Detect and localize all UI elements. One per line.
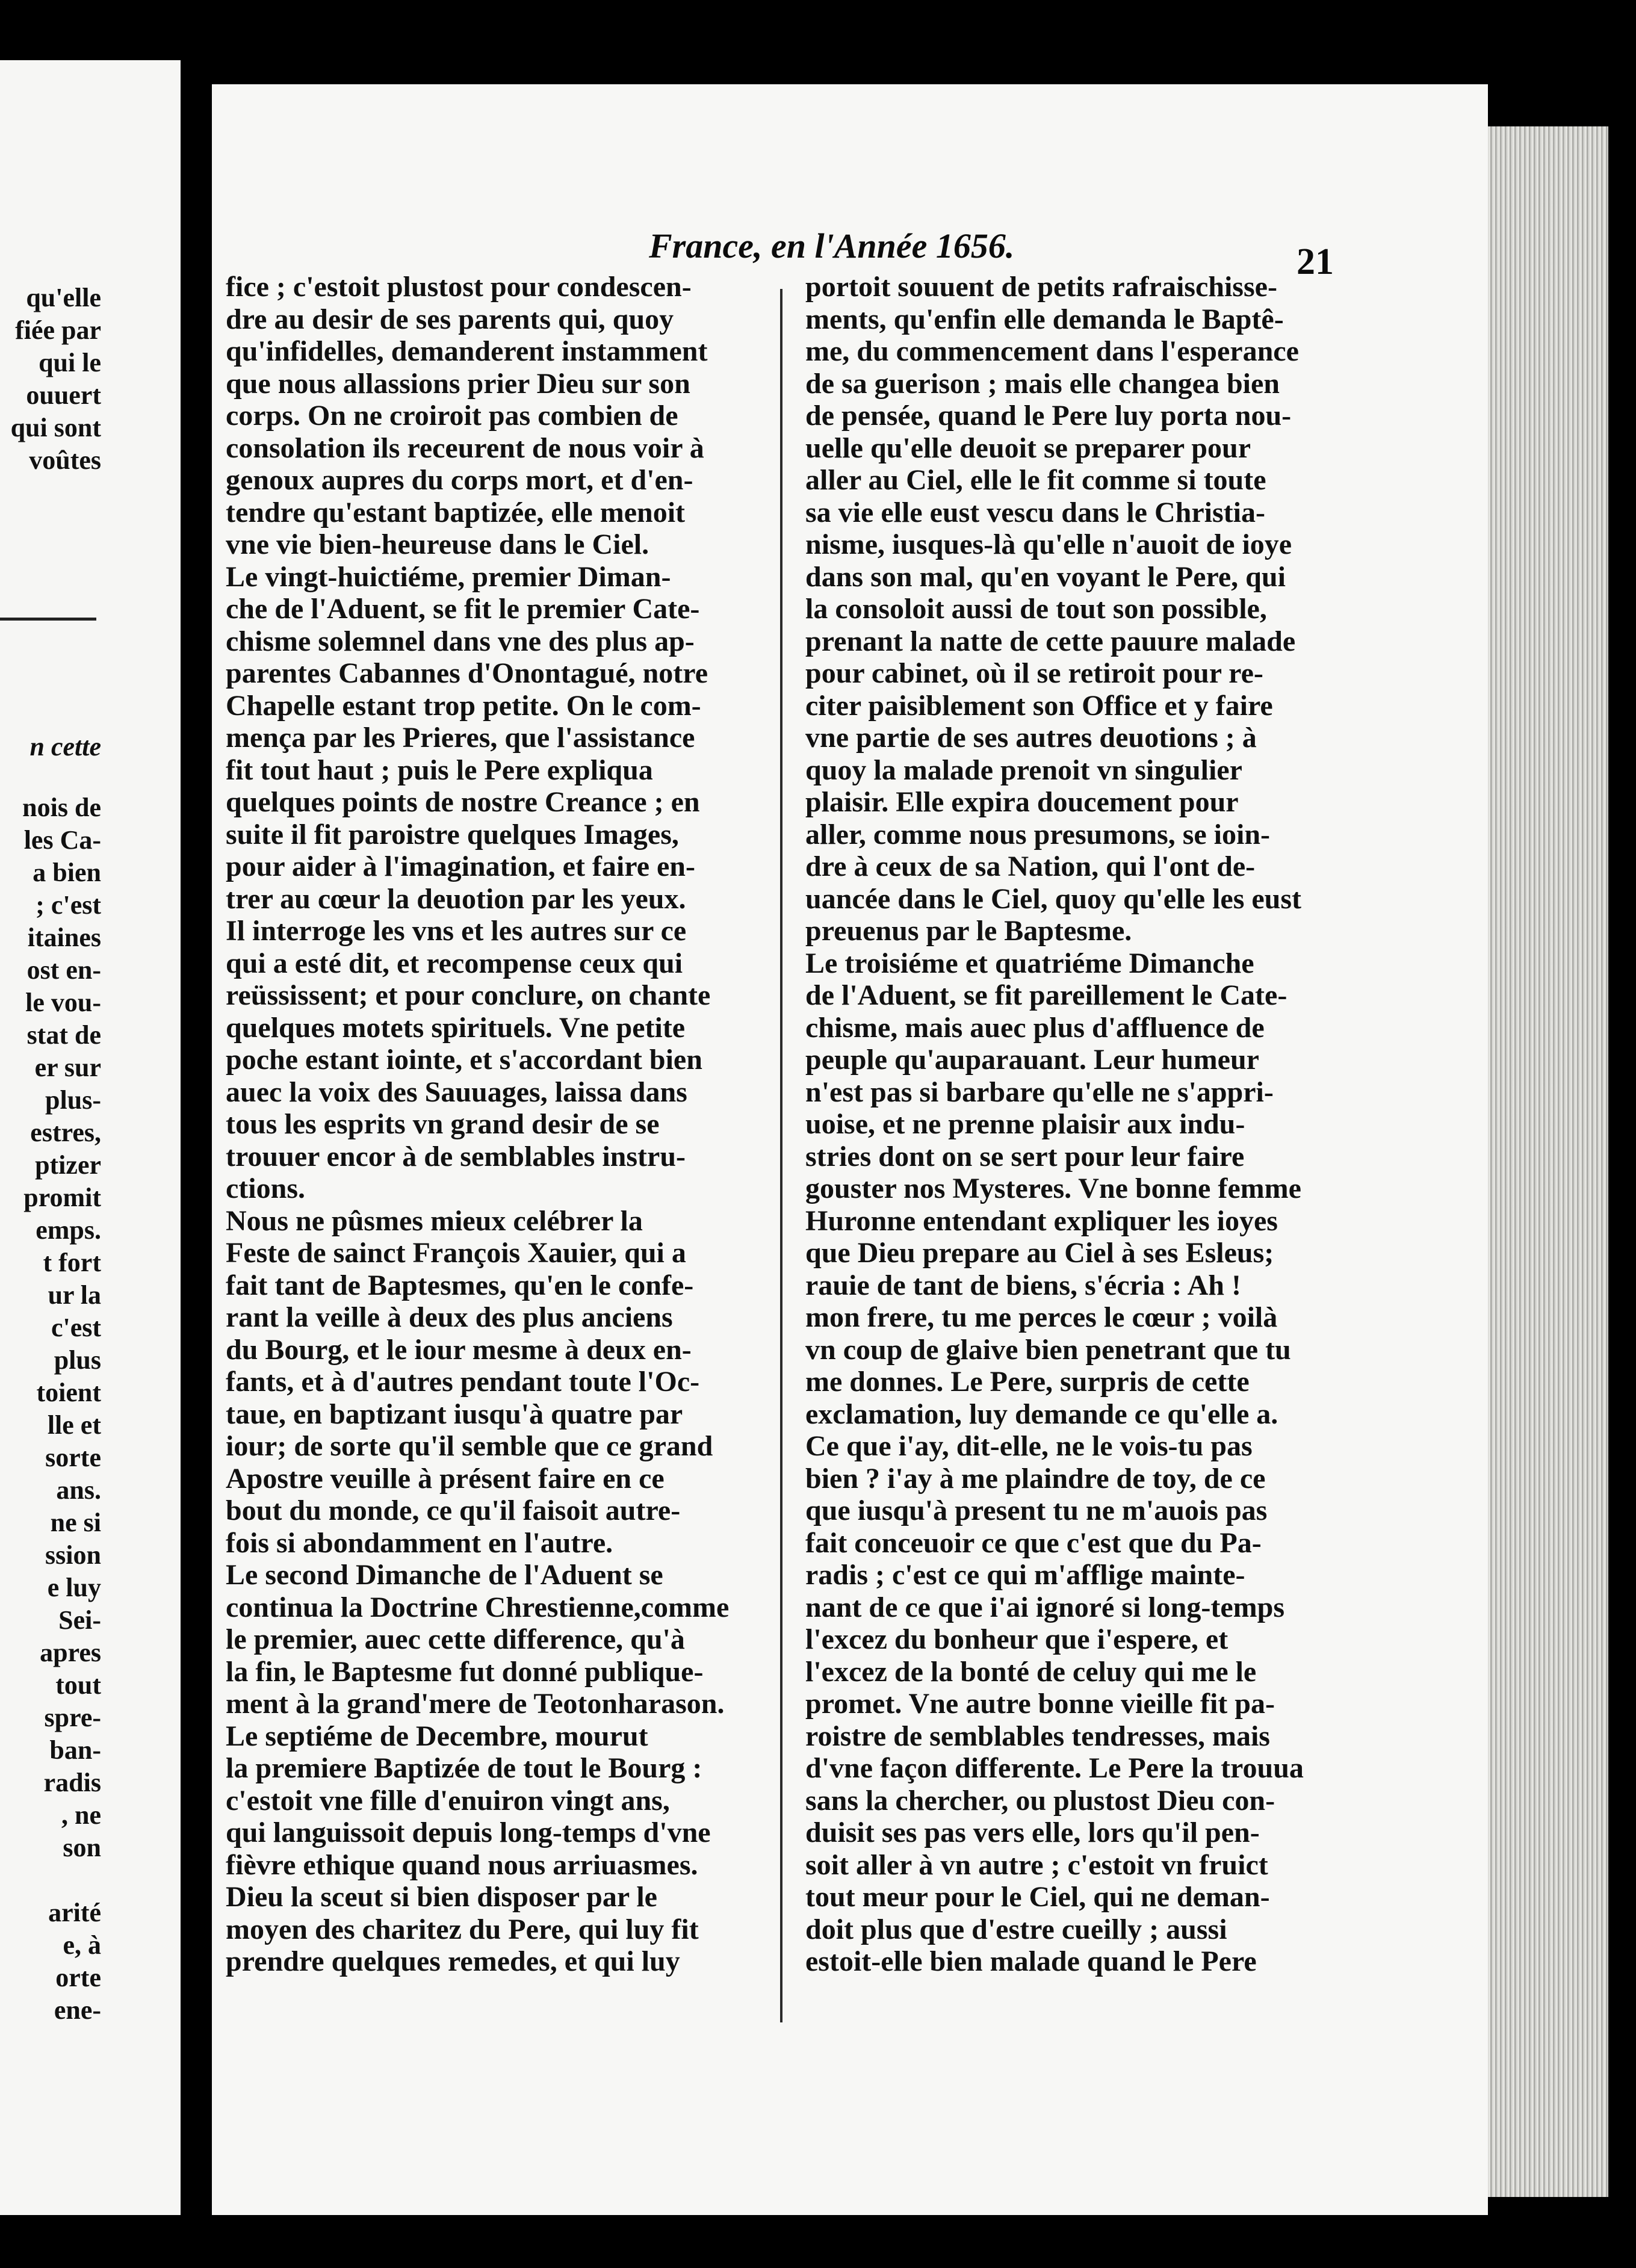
- facing-page-line: ost en-: [26, 955, 101, 985]
- page-gutter: [181, 36, 209, 2215]
- paragraph: Le vingt-huictiéme, premier Diman- che de l'Aduent, se fit le premier Cate- chisme solemnel dans vne des plus ap- parentes Cabannes d'Onontagué, notre Chapelle estant trop petite. On le com- mença par les Prieres, que l'assistance fit tout haut ; puis le Pere expliqua quelques points de nostre Creance ; en suite il fit paroistre quelques Images, pour aider à l'imagination, et faire en- trer au cœur la deuotion par les yeux. Il interroge les vns et les autres sur ce qui a esté dit, et recompense ceux qui reüssissent; et pour conclure, on chante quelques motets spirituels. Vne petite poche estant iointe, et s'accordant bien auec la voix des Sauuages, laissa dans tous les esprits vn grand desir de se trouuer encor à de semblables instru- ctions.: [226, 560, 711, 1204]
- facing-page-line: radis: [43, 1768, 101, 1797]
- column-divider: [780, 289, 782, 2022]
- facing-page-line: promit: [23, 1183, 101, 1212]
- facing-page-line: ; c'est: [36, 890, 101, 920]
- facing-page-line: ptizer: [35, 1150, 101, 1180]
- paragraph: Nous ne pûsmes mieux celébrer la Feste de sainct François Xauier, qui a fait tant de Baptesmes, qu'en le confe- rant la veille à deux des plus anciens du Bourg, et le iour mesme à deux en- fants, et à d'autres pendant toute l'Oc- taue, en baptizant iusqu'à quatre par iour; de sorte qu'il semble que ce grand Apostre veuille à présent faire en ce bout du monde, ce qu'il faisoit autre- fois si abondamment en l'autre.: [226, 1204, 713, 1559]
- page-edges: [1488, 126, 1608, 2197]
- facing-page-line: er sur: [34, 1053, 101, 1082]
- text-column-left: [226, 271, 755, 1978]
- facing-page-line: qu'elle: [26, 283, 101, 312]
- facing-page-line: ur la: [48, 1280, 101, 1310]
- facing-page-line: estres,: [30, 1118, 101, 1147]
- facing-page-line: nois de: [22, 793, 101, 822]
- facing-page-italic-line: n cette: [29, 732, 101, 761]
- facing-page-line: le vou-: [25, 988, 101, 1017]
- facing-page-line: qui sont: [10, 413, 101, 442]
- facing-page-line: ne si: [50, 1508, 101, 1537]
- facing-page-line: apres: [40, 1638, 101, 1667]
- facing-page-line: voûtes: [29, 445, 101, 475]
- facing-page-line: fiée par: [15, 315, 101, 345]
- facing-page-line: c'est: [51, 1313, 101, 1342]
- facing-page-text-top: [11, 282, 101, 477]
- facing-page-line: t fort: [43, 1248, 101, 1277]
- paragraph: Le second Dimanche de l'Aduent se continua la Doctrine Chrestienne,comme le premier, auec cette difference, qu'à la fin, le Baptesme fut donné publique- ment à la grand'mere de Teotonharason.: [226, 1559, 730, 1720]
- paragraph: Le troisiéme et quatriéme Dimanche de l'Aduent, se fit pareillement le Cate- chisme, mais auec plus d'affluence de peuple qu'auparauant. Leur humeur n'est pas si barbare qu'elle ne s'appri- uoise, et ne prenne plaisir aux indu- stries dont on se sert pour leur faire gouster nos Mysteres. Vne bonne femme Huronne entendant expliquer les ioyes que Dieu prepare au Ciel à ses Esleus; rauie de tant de biens, s'écria : Ah ! mon frere, tu me perces le cœur ; voilà vn coup de glaive bien penetrant que tu me donnes. Le Pere, surpris de cette exclamation, luy demande ce qu'elle a. Ce que i'ay, dit-elle, ne le vois-tu pas bien ? i'ay à me plaindre de toy, de ce que iusqu'à present tu ne m'auois pas fait conceuoir ce que c'est que du Pa- radis ; c'est ce qui m'afflige mainte- nant de ce que i'ai ignoré si long-temps l'excez du bonheur que i'espere, et l'excez de la bonté de celuy qui me le promet. Vne autre bonne vieille fit pa- roistre de semblables tendresses, mais d'vne façon differente. Le Pere la trouua sans la chercher, ou plustost Dieu con- duisit ses pas vers elle, lors qu'il pen- soit aller à vn autre ; c'estoit vn fruict tout meur pour le Ciel, qui ne deman- doit plus que d'estre cueilly ; aussi estoit-elle bien malade quand le Pere: [805, 947, 1304, 1977]
- facing-page-line: e, à: [63, 1930, 101, 1960]
- facing-page-line: arité: [48, 1898, 101, 1927]
- facing-page-line: tout: [55, 1670, 101, 1700]
- facing-page-line: spre-: [44, 1703, 101, 1732]
- facing-page-line: stat de: [26, 1020, 101, 1050]
- facing-page-line: plus: [54, 1345, 101, 1375]
- facing-page-rule: [0, 618, 96, 621]
- facing-page-line: ban-: [49, 1735, 101, 1765]
- facing-page-line: les Ca-: [23, 825, 101, 855]
- facing-page-line: son: [63, 1833, 101, 1862]
- facing-page-line: a bien: [33, 858, 101, 887]
- facing-page-line: [22, 1864, 101, 1897]
- paragraph: portoit souuent de petits rafraischisse- ments, qu'enfin elle demanda le Baptê- me, du commencement dans l'esperance de sa guerison ; mais elle changea bien de pensée, quand le Pere luy porta nou- uelle qu'elle deuoit se preparer pour aller au Ciel, elle le fit comme si toute sa vie elle eust vescu dans le Christia- nisme, iusques-là qu'elle n'auoit de ioye dans son mal, qu'en voyant le Pere, qui la consoloit aussi de tout son possible, prenant la natte de cette pauure malade pour cabinet, où il se retiroit pour re- citer paisiblement son Office et y faire vne partie de ses autres deuotions ; à quoy la malade prenoit vn singulier plaisir. Elle expira doucement pour aller, comme nous presumons, se ioin- dre à ceux de sa Nation, qui l'ont de- uancée dans le Ciel, quoy qu'elle les eust preuenus par le Baptesme.: [805, 271, 1302, 947]
- facing-page-line: itaines: [27, 923, 101, 952]
- running-header: France, en l'Année 1656.: [649, 226, 1015, 265]
- facing-page-line: toient: [36, 1378, 101, 1407]
- facing-page-line: ouuert: [26, 380, 101, 410]
- facing-page-line: lle et: [47, 1410, 101, 1440]
- facing-page-left: [0, 60, 181, 2215]
- facing-page-line: , ne: [61, 1800, 101, 1830]
- facing-page-line: plus-: [45, 1085, 101, 1115]
- facing-page-line: ssion: [45, 1540, 101, 1570]
- text-column-right: [805, 271, 1315, 1978]
- facing-page-line: e luy: [47, 1573, 101, 1602]
- facing-page-line: qui le: [39, 348, 101, 377]
- paragraph: Le septiéme de Decembre, mourut la premiere Baptizée de tout le Bourg : c'estoit vne fille d'enuiron vingt ans, qui languissoit depuis long-temps d'vne fièvre ethique quand nous arriuasmes. Dieu la sceut si bien disposer par le moyen des charitez du Pere, qui luy fit prendre quelques remedes, et qui luy: [226, 1720, 711, 1977]
- facing-page-line: emps.: [36, 1215, 101, 1245]
- facing-page-line: ans.: [56, 1475, 101, 1505]
- page-number: 21: [1297, 241, 1334, 282]
- facing-page-line: Sei-: [58, 1605, 101, 1635]
- paragraph: fice ; c'estoit plustost pour condescen- dre au desir de ses parents qui, quoy qu'infidelles, demanderent instamment que nous allassions prier Dieu sur son corps. On ne croiroit pas combien de consolation ils receurent de nous voir à genoux aupres du corps mort, et d'en- tendre qu'estant baptizée, elle menoit vne vie bien-heureuse dans le Ciel.: [226, 271, 708, 560]
- facing-page-text-bottom: [22, 792, 101, 2027]
- facing-page-line: orte: [55, 1963, 101, 1992]
- facing-page-line: ene-: [54, 1995, 101, 2025]
- facing-page-line: sorte: [45, 1443, 101, 1472]
